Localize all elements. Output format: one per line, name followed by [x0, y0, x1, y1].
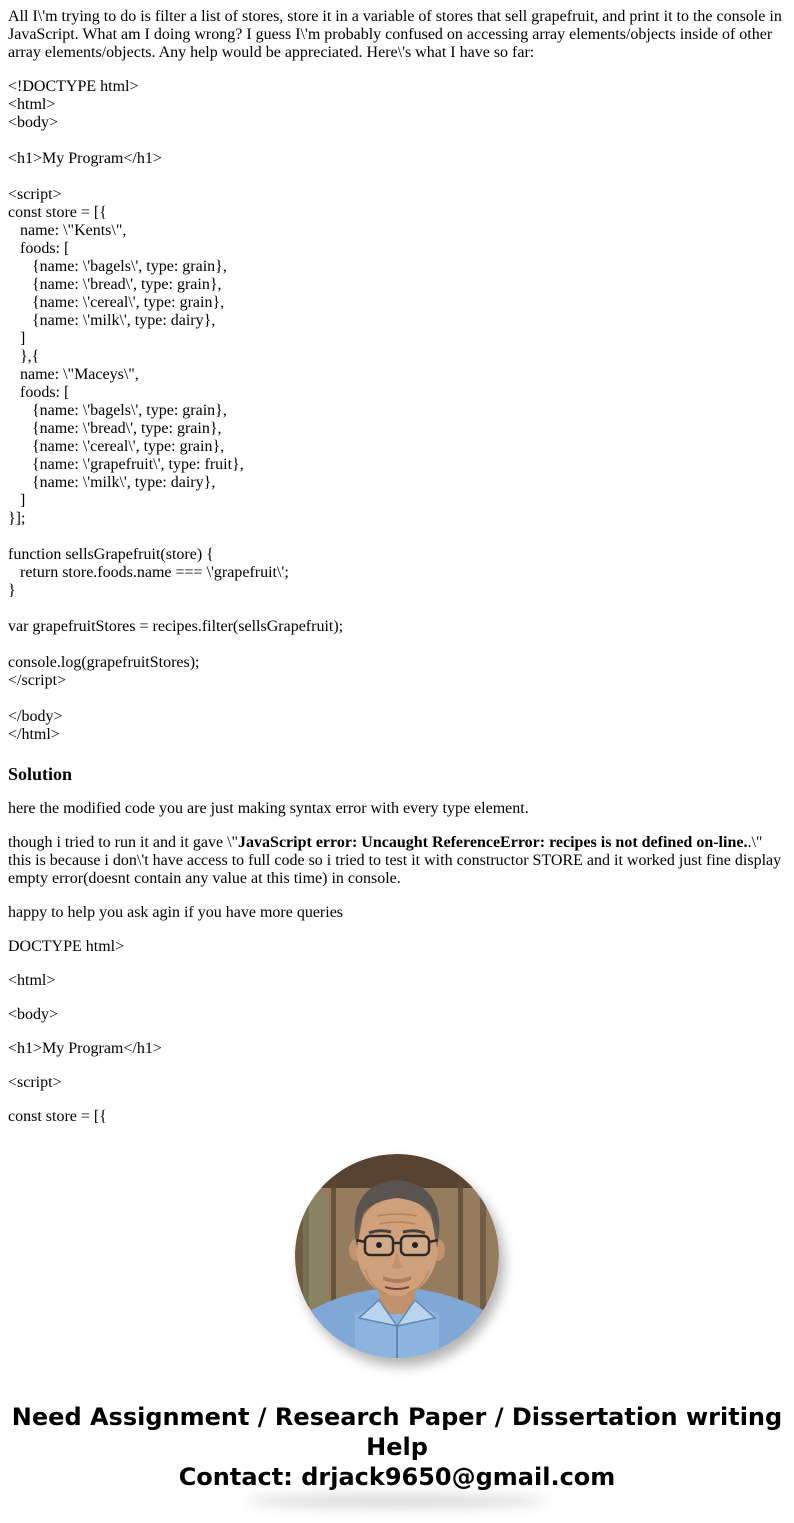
error-text-prefix: though i tried to run it and it gave \": [8, 834, 239, 851]
footer-smudge: [247, 1494, 547, 1508]
solution-paragraph: <h1>My Program</h1>: [8, 1040, 162, 1057]
code-line: [8, 636, 786, 654]
code-line: return store.foods.name === \'grapefruit\';: [8, 564, 289, 581]
code-line: {name: \'grapefruit\', type: fruit},: [8, 456, 244, 473]
solution-paragraph: happy to help you ask agin if you have more queries: [8, 904, 344, 921]
code-line: </html>: [8, 726, 60, 743]
avatar: [295, 1154, 499, 1358]
solution-paragraph: const store = [{: [8, 1108, 107, 1125]
code-line: <html>: [8, 96, 56, 113]
footer: [8, 1402, 786, 1508]
solution-paragraph-error: [8, 834, 786, 888]
tutor-photo: [295, 1154, 499, 1358]
code-line: [8, 600, 786, 618]
footer-heading: Need Assignment / Research Paper / Dissertation writing Help: [11, 1403, 783, 1461]
solution-paragraph: <html>: [8, 972, 56, 989]
code-line: foods: [: [8, 240, 70, 257]
code-line: {name: \'cereal\', type: grain},: [8, 294, 225, 311]
solution-paragraph: DOCTYPE html>: [8, 938, 125, 955]
code-line: {name: \'bread\', type: grain},: [8, 276, 222, 293]
solution-heading: Solution: [8, 764, 73, 784]
code-line: [8, 168, 786, 186]
code-line: name: \"Maceys\",: [8, 366, 139, 383]
code-line: {name: \'milk\', type: dairy},: [8, 312, 216, 329]
code-line: ]: [8, 492, 26, 509]
error-text-suffix: .\" this is because i don\'t have access to full code so i tried to test it with constructor STORE and it worked just fine display empty error(doesnt contain any value at this time) in console.: [8, 834, 786, 887]
solution-paragraph: <script>: [8, 1074, 62, 1091]
code-line: [8, 528, 786, 546]
code-line: <h1>My Program</h1>: [8, 150, 162, 167]
code-line: [8, 690, 786, 708]
code-line: {name: \'cereal\', type: grain},: [8, 438, 225, 455]
code-line: foods: [: [8, 384, 70, 401]
solution-paragraphs: [8, 904, 786, 1126]
code-line: </body>: [8, 708, 63, 725]
code-line: name: \"Kents\",: [8, 222, 127, 239]
code-line: }: [8, 582, 16, 599]
code-line: {name: \'bagels\', type: grain},: [8, 258, 227, 275]
code-line: {name: \'milk\', type: dairy},: [8, 474, 216, 491]
solution-paragraph-intro: here the modified code you are just making syntax error with every type element.: [8, 800, 529, 817]
code-line: <body>: [8, 114, 59, 131]
code-line: const store = [{: [8, 204, 107, 221]
code-line: ]: [8, 330, 26, 347]
code-line: <script>: [8, 186, 62, 203]
code-line: }];: [8, 510, 26, 527]
footer-contact-email: Contact: drjack9650@gmail.com: [178, 1463, 616, 1491]
question-code-block: [8, 78, 786, 744]
code-line: console.log(grapefruitStores);: [8, 654, 200, 671]
code-line: {name: \'bagels\', type: grain},: [8, 402, 227, 419]
code-line: var grapefruitStores = recipes.filter(sellsGrapefruit);: [8, 618, 344, 635]
question-paragraph: All I\'m trying to do is filter a list of stores, store it in a variable of stores that sell grapefruit, and print it to the console in JavaScript. What am I doing wrong? I guess I\'m probably confused on accessing array elements/objects inside of other array elements/objects. Any help would be appreciated. Here\'s what I have so far:: [8, 8, 786, 61]
error-text-bold: JavaScript error: Uncaught ReferenceError: recipes is not defined on-line.: [238, 834, 748, 851]
code-line: <!DOCTYPE html>: [8, 78, 139, 95]
code-line: </script>: [8, 672, 67, 689]
code-line: {name: \'bread\', type: grain},: [8, 420, 222, 437]
code-line: },{: [8, 348, 40, 365]
code-line: [8, 132, 786, 150]
code-line: function sellsGrapefruit(store) {: [8, 546, 214, 563]
solution-paragraph: <body>: [8, 1006, 59, 1023]
